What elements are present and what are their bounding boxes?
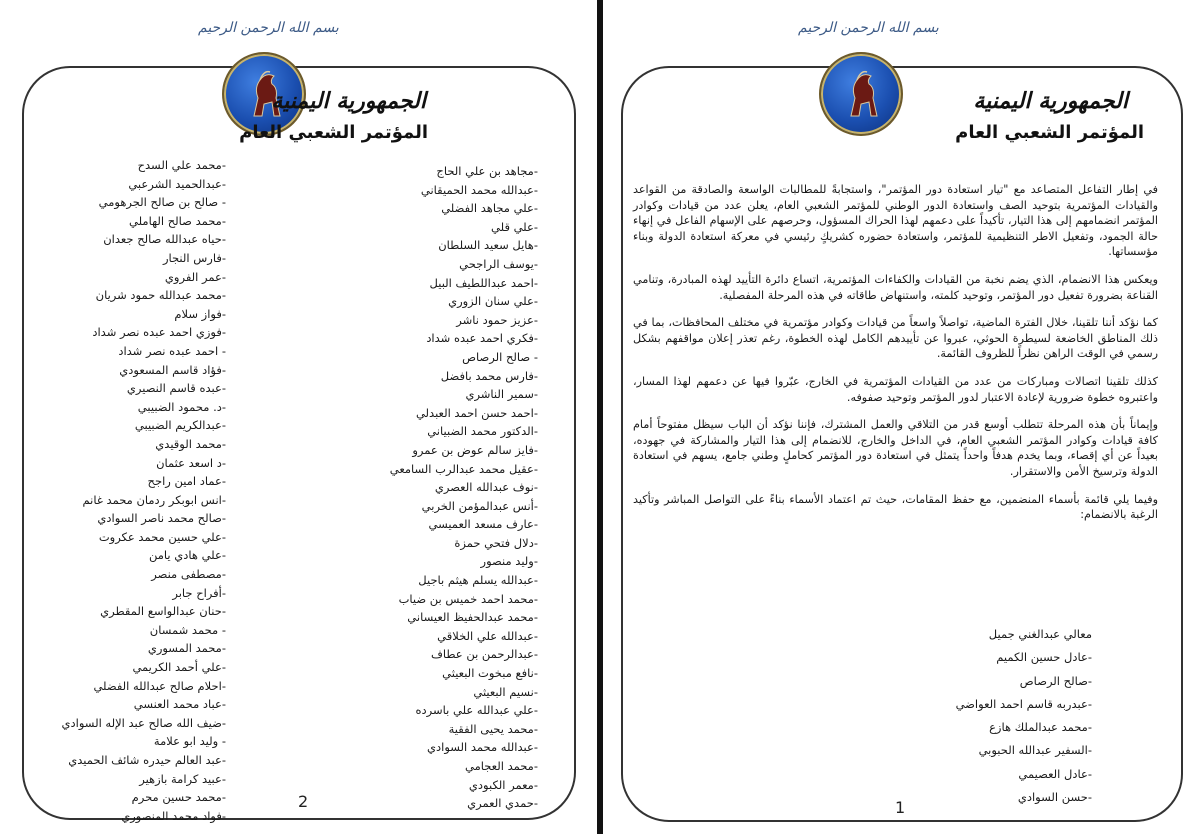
name-list-item: -معمر الكبودي	[468, 777, 538, 792]
name-list-item: -حنان عبدالواسع المقطري	[100, 604, 226, 619]
name-list-item: - وليد ابو علامة	[153, 734, 226, 749]
name-list-item: -عادل العصيمي	[1018, 766, 1092, 781]
name-list-item: -احلام صالح عبدالله الفضلي	[93, 678, 226, 693]
names-column-left	[62, 156, 226, 825]
statement-paragraph: وإيماناً بأن هذه المرحلة تتطلب أوسع قدر من التلاقي والعمل المشترك، فإننا نؤكد أن الباب سيظل مفتوحاً أمام كافة قيادات وكوادر المؤتمر الشعبي العام، في الداخل والخارج، للانضمام إلى هذا التيار والمشاركة في جهوده، بعيداً عن أي إقصاء، وبما يخدم هدفاً واحداً يتمثل في استعادة دور المؤتمر كحاملٍ وطني جامع، يسهم في استعادة الدولة وترسيخ الأمن والاستقرار.	[633, 418, 1158, 478]
name-list-item: -فارس النجار	[162, 250, 226, 265]
name-list-item: -عبدالله يسلم هيثم باجيل	[418, 573, 538, 588]
statement-paragraph: ويعكس هذا الانضمام، الذي يضم نخبة من القيادات والكفاءات المؤتمرية، اتساع دائرة التأييد لهذه المبادرة، وتنامي القناعة بضرورة تفعيل دور المؤتمر، وتوحيد كلمته، واستنهاض طاقاته في هذه المرحلة المفصلية.	[633, 272, 1158, 302]
page-number: 2	[298, 792, 309, 811]
name-list-item: -محمد يحيى الفقية	[448, 721, 538, 736]
name-list-item: -نسيم البعيثي	[473, 684, 538, 699]
page-number: 1	[895, 798, 906, 817]
name-list-item: -السفير عبدالله الحبوبي	[978, 743, 1092, 758]
name-list-item: -علي حسين محمد عكروت	[98, 529, 226, 544]
name-list-item: -الدكتور محمد الضبياني	[427, 424, 538, 439]
name-list-item: -علي سنان الزوري	[448, 294, 538, 309]
name-list-item: -يوسف الراجحي	[459, 256, 538, 271]
name-list-item: -فايز سالم عوض بن عمرو	[412, 442, 538, 457]
name-list-item: -عبدالله محمد السوادي	[427, 740, 538, 755]
republic-title: الجمهورية اليمنية	[973, 88, 1128, 114]
document-page-2	[0, 0, 598, 834]
name-list-item: -محمد احمد خميس بن ضياب	[398, 591, 538, 606]
name-list-item: -نافع مبخوت البعيثي	[442, 666, 538, 681]
republic-title: الجمهورية اليمنية	[271, 88, 426, 114]
name-list-item: -فواد محمد المنصوري	[121, 808, 226, 823]
name-list-item: -عقيل محمد عبدالرب السامعي	[389, 461, 538, 476]
name-list-item: -عبيد كرامة بازهير	[139, 771, 226, 786]
name-list-item: -عماد امين راجح	[147, 474, 226, 489]
name-list-item: -عبدربه قاسم احمد العواضي	[955, 696, 1092, 711]
name-list-item: -فؤاد قاسم المسعودي	[119, 362, 226, 377]
name-list-item: -دلال فتحي حمزة	[454, 535, 538, 550]
name-list-item: -محمد حسين محرم	[131, 790, 226, 805]
name-list-item: -احمد عبداللطيف البيل	[429, 275, 538, 290]
name-list-item: -علي عبدالله علي باسرده	[415, 703, 538, 718]
name-list-item: -احمد حسن احمد العبدلي	[415, 405, 538, 420]
name-list-item: -عبدالله علي الخلاقي	[437, 628, 538, 643]
name-list-item: - محمد شمسان	[149, 622, 226, 637]
name-list-item: -د اسعد عثمان	[156, 455, 226, 470]
joined-names-list	[956, 623, 1092, 809]
name-list-item: -عارف مسعد العميسي	[428, 517, 538, 532]
name-list-item: -عبده قاسم النصيري	[126, 381, 226, 396]
name-list-item: -فكري احمد عبده شداد	[426, 331, 538, 346]
name-list-item: - احمد عبده نصر شداد	[118, 343, 226, 358]
name-list-item: -محمد عبدالحفيظ العيساني	[407, 610, 538, 625]
name-list-item: -هايل سعيد السلطان	[438, 238, 538, 253]
name-list-item: -علي أحمد الكريمي	[132, 660, 226, 675]
name-list-item: -فواز سلام	[174, 306, 226, 321]
name-list-item: -سمير الناشري	[465, 387, 538, 402]
name-list-item: -فوزي احمد عبده نصر شداد	[92, 325, 226, 340]
name-list-item: -عمر الفروي	[164, 269, 226, 284]
party-logo-icon	[819, 52, 903, 136]
party-title: المؤتمر الشعبي العام	[955, 122, 1144, 143]
name-list-item: -فارس محمد بافضل	[440, 368, 538, 383]
basmala: بسم الله الرحمن الرحيم	[198, 20, 339, 36]
statement-body	[633, 182, 1158, 535]
name-list-item: -مصطفى منصر	[151, 567, 226, 582]
name-list-item: -علي مجاهد الفضلي	[441, 201, 538, 216]
name-list-item: -صالح محمد ناصر السوادي	[97, 511, 226, 526]
name-list-item: -عبدالله محمد الحميقاني	[420, 182, 538, 197]
name-list-item: -عبدالرحمن بن عطاف	[430, 647, 538, 662]
name-list-item: -حياه عبدالله صالح جعدان	[103, 232, 226, 247]
name-list-item: -محمد العجامي	[465, 759, 538, 773]
name-list-item: -محمد المسوري	[147, 641, 226, 656]
name-list-item: -عادل حسين الكميم	[996, 650, 1092, 665]
name-list-item: -حمدي العمري	[467, 796, 538, 811]
name-list-item: -عبدالحميد الشرعبي	[128, 176, 226, 191]
name-list-item: -محمد صالح الهاملي	[129, 213, 226, 228]
name-list-item: -عباد محمد العنسي	[133, 697, 226, 712]
name-list-item: -علي قلي	[491, 219, 538, 234]
name-list-item: -محمد عبدالله حمود شريان	[95, 288, 226, 303]
name-list-item: - صالح بن صالح الجرهومي	[98, 195, 226, 210]
name-list-item: -حسن السوادي	[1017, 790, 1092, 805]
basmala: بسم الله الرحمن الرحيم	[798, 20, 939, 36]
name-list-item: -أنس عبدالمؤمن الخربي	[421, 498, 538, 513]
name-list-item: -نوف عبدالله العصري	[434, 480, 538, 495]
name-list-item: -وليد منصور	[480, 554, 538, 569]
name-list-item: -د. محمود الضبيبي	[137, 399, 226, 414]
name-list-item: -محمد عبدالملك هازع	[989, 720, 1092, 735]
name-list-item: - صالح الرصاص	[462, 349, 538, 364]
name-list-item: -مجاهد بن علي الحاج	[436, 164, 538, 178]
name-list-item: -محمد علي السدح	[137, 158, 226, 172]
name-list-item: -عزيز حمود ناشر	[456, 312, 538, 327]
name-list-item: -انس ابوبكر ردمان محمد غانم	[82, 492, 226, 507]
party-title: المؤتمر الشعبي العام	[239, 122, 428, 143]
statement-paragraph: كذلك تلقينا اتصالات ومباركات من عدد من القيادات المؤتمرية في الخارج، عبّروا فيها عن دعمهم لهذا المسار، واعتبروه خطوة ضرورية لإعادة الاعتبار لدور المؤتمر وتوحيد صفوفه.	[633, 374, 1158, 404]
name-list-item: -ضيف الله صالح عبد الإله السوادي	[61, 715, 226, 730]
name-list-item: -أفراح جابر	[172, 585, 226, 600]
name-list-item: معالي عبدالغني جميل	[988, 627, 1092, 641]
statement-paragraph: كما نؤكد أننا تلقينا، خلال الفترة الماضية، تواصلاً واسعاً من قيادات وكوادر مؤتمرية في مختلف المحافظات، بما في ذلك المناطق الخاضعة لسيطرة الحوثي، عبروا عن تأييدهم الكامل لهذه الخطوة، رغم تعذر إعلان مواقفهم بشكل رسمي في الوقت الراهن نظراً للظروف القائمة.	[633, 316, 1158, 361]
statement-paragraph: وفيما يلي قائمة بأسماء المنضمين، مع حفظ المقامات، حيث تم اعتماد الأسماء بناءً على التواصل المباشر وتأكيد الرغبة بالانضمام:	[633, 492, 1158, 522]
name-list-item: -عبدالكريم الضبيبي	[134, 418, 226, 433]
name-list-item: -علي هادي يامن	[148, 548, 226, 563]
document-page-1	[603, 0, 1200, 834]
names-column-right	[390, 162, 538, 813]
name-list-item: -محمد الوقيدي	[155, 436, 226, 451]
statement-paragraph: في إطار التفاعل المتصاعد مع "تيار استعادة دور المؤتمر"، واستجابةً للمطالبات الواسعة والصادقة من القواعد والقيادات المؤتمرية بتوحيد الصف واستعادة الدور الوطني للمؤتمر الشعبي العام، يعلن عدد من قيادات وكوادر المؤتمر انضمامهم إلى هذا التيار، تأكيداً على دعمهم لهذا الحراك المسؤول، وحرصهم على الإسهام الفاعل في إنهاء حالة الجمود، وتفعيل الاطر التنظيمية للمؤتمر، واستعادة حضوره كشريكٍ رئيسي في معركة استعادة الدولة وبناء مؤسساتها.	[633, 183, 1158, 259]
name-list-item: -عبد العالم حيدره شائف الحميدي	[68, 753, 226, 767]
name-list-item: -صالح الرصاص	[1019, 673, 1092, 688]
